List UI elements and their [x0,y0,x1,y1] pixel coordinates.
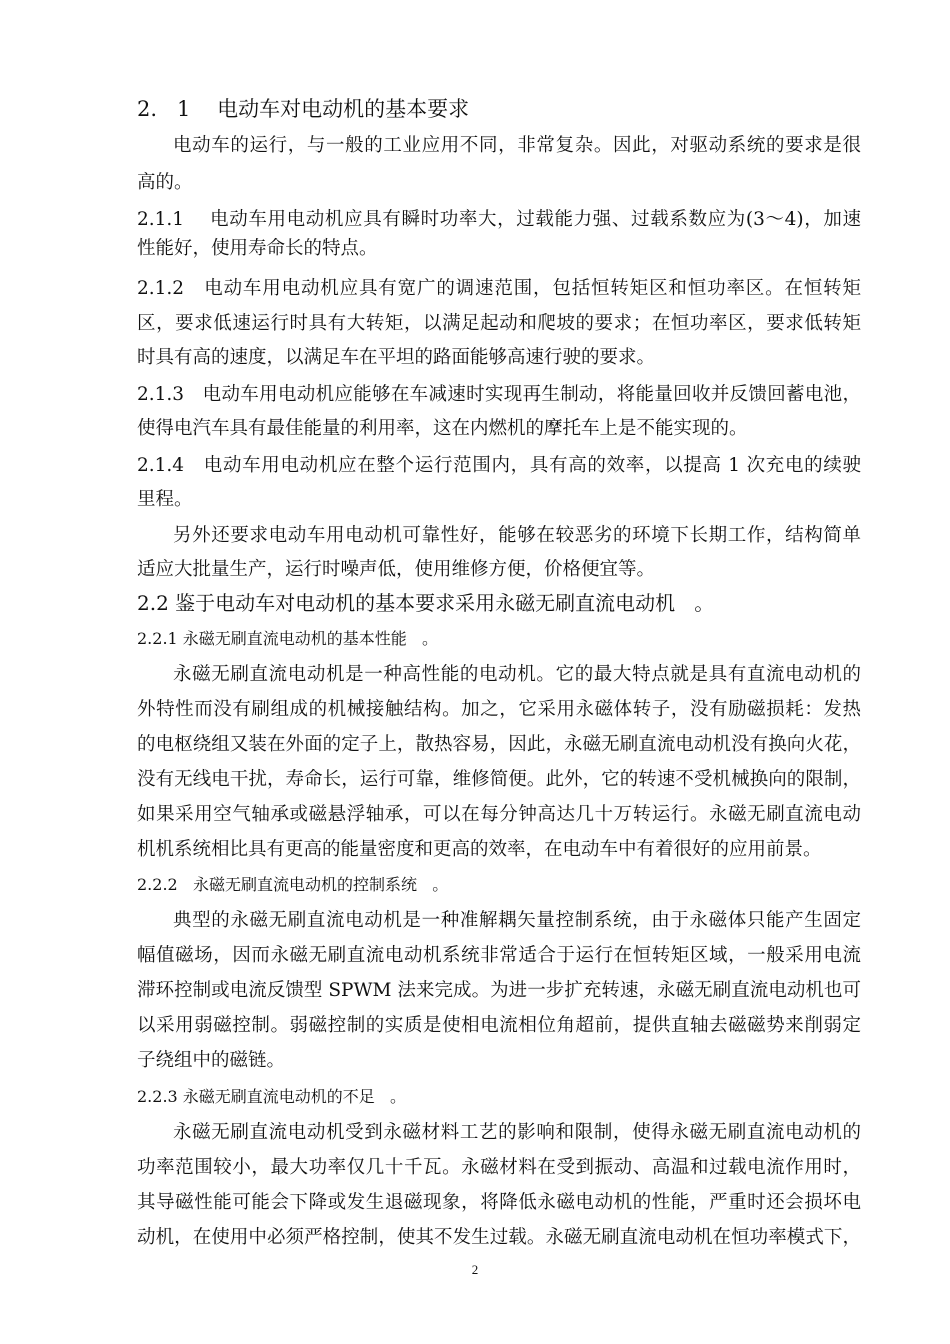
paragraph-line: 高的。 [137,172,193,193]
item-2-1-2-line: 2.1.2 电动车用电动机应具有宽广的调速范围，包括恒转矩区和恒功率区。在恒转矩 [137,278,861,299]
section-heading-2-2: 2.2 鉴于电动车对电动机的基本要求采用永磁无刷直流电动机 。 [137,591,715,615]
paragraph-line: 动机，在使用中必须严格控制，使其不发生过载。永磁无刷直流电动机在恒功率模式下， [137,1227,861,1248]
item-2-1-4-line: 2.1.4 电动车用电动机应在整个运行范围内，具有高的效率，以提高 1 次充电的续驶 [137,455,861,476]
item-2-1-4-line: 里程。 [137,489,193,510]
paragraph-line: 以采用弱磁控制。弱磁控制的实质是使相电流相位角超前，提供直轴去磁磁势来削弱定 [137,1015,861,1036]
paragraph-line: 滞环控制或电流反馈型 SPWM 法来完成。为进一步扩充转速，永磁无刷直流电动机也可 [137,980,861,1001]
page-number: 2 [471,1262,479,1277]
paragraph-line: 子绕组中的磁链。 [137,1050,286,1071]
item-2-1-1-line: 性能好，使用寿命长的特点。 [137,238,378,259]
paragraph-line: 其导磁性能可能会下降或发生退磁现象，将降低永磁电动机的性能，严重时还会损坏电 [137,1192,861,1213]
subsection-heading-2-2-3: 2.2.3 永磁无刷直流电动机的不足 。 [137,1087,407,1106]
paragraph-line: 机机系统相比具有更高的能量密度和更高的效率，在电动车中有着很好的应用前景。 [137,839,822,860]
paragraph-line: 另外还要求电动车用电动机可靠性好，能够在较恶劣的环境下长期工作，结构简单 [173,525,861,546]
paragraph-line: 的电枢绕组又装在外面的定子上，散热容易，因此，永磁无刷直流电动机没有换向火花， [137,734,861,755]
item-2-1-2-line: 区，要求低速运行时具有大转矩，以满足起动和爬坡的要求；在恒功率区，要求低转矩 [137,313,861,334]
paragraph-line: 永磁无刷直流电动机受到永磁材料工艺的影响和限制，使得永磁无刷直流电动机的 [173,1122,861,1143]
subsection-heading-2-2-2: 2.2.2 永磁无刷直流电动机的控制系统 。 [137,875,449,894]
item-2-1-1-line: 2.1.1 电动车用电动机应具有瞬时功率大，过载能力强、过载系数应为(3～4)，加速 [137,209,861,230]
paragraph-line: 如果采用空气轴承或磁悬浮轴承，可以在每分钟高达几十万转运行。永磁无刷直流电动 [137,804,861,825]
paragraph-line: 适应大批量生产，运行时噪声低，使用维修方便，价格便宜等。 [137,559,656,580]
item-2-1-3-line: 使得电汽车具有最佳能量的利用率，这在内燃机的摩托车上是不能实现的。 [137,418,748,439]
paragraph-line: 功率范围较小，最大功率仅几十千瓦。永磁材料在受到振动、高温和过载电流作用时， [137,1157,861,1178]
subsection-heading-2-2-1: 2.2.1 永磁无刷直流电动机的基本性能 。 [137,629,439,648]
paragraph-line: 没有无线电干扰，寿命长，运行可靠，维修简便。此外，它的转速不受机械换向的限制， [137,769,861,790]
paragraph-line: 电动车的运行，与一般的工业应用不同，非常复杂。因此，对驱动系统的要求是很 [173,135,861,156]
paragraph-line: 永磁无刷直流电动机是一种高性能的电动机。它的最大特点就是具有直流电动机的 [173,664,861,685]
section-heading-2-1: 2. 1 电动车对电动机的基本要求 [137,97,470,121]
item-2-1-3-line: 2.1.3 电动车用电动机应能够在车减速时实现再生制动，将能量回收并反馈回蓄电池， [137,384,861,405]
paragraph-line: 外特性而没有刷组成的机械接触结构。加之，它采用永磁体转子，没有励磁损耗：发热 [137,699,861,720]
item-2-1-2-line: 时具有高的速度，以满足车在平坦的路面能够高速行驶的要求。 [137,347,656,368]
paragraph-line: 典型的永磁无刷直流电动机是一种准解耦矢量控制系统，由于永磁体只能产生固定 [173,910,861,931]
paragraph-line: 幅值磁场，因而永磁无刷直流电动机系统非常适合于运行在恒转矩区域，一般采用电流 [137,945,861,966]
